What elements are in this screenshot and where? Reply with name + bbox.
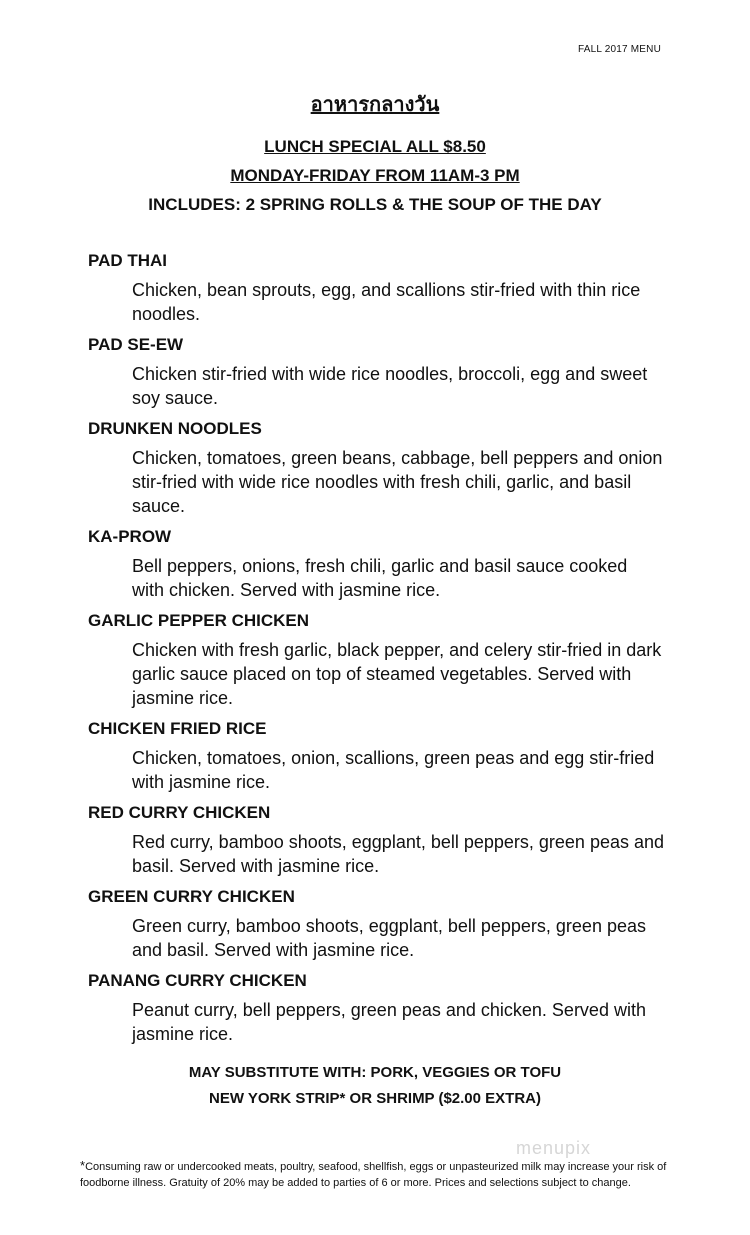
menu-item xyxy=(88,968,668,1046)
menu-item-name: KA-PROW xyxy=(88,527,172,546)
lunch-special-price: LUNCH SPECIAL ALL $8.50 xyxy=(264,137,486,156)
season-label: FALL 2017 MENU xyxy=(577,44,661,55)
menu-item xyxy=(88,800,668,878)
menu-item-name: RED CURRY CHICKEN xyxy=(88,803,271,822)
menu-item xyxy=(88,332,668,410)
menu-item-description: Chicken, tomatoes, onion, scallions, green peas and egg stir-fried with jasmine rice. xyxy=(132,748,655,792)
footnote xyxy=(80,1158,680,1191)
thai-title: อาหารกลางวัน xyxy=(310,94,440,116)
menu-item-name: GREEN CURRY CHICKEN xyxy=(88,887,295,906)
menu-item-name: PAD SE-EW xyxy=(88,335,184,354)
menu-header xyxy=(0,92,750,219)
menu-item-description: Chicken, bean sprouts, egg, and scallions stir-fried with thin rice noodles. xyxy=(132,280,641,324)
menu-item-description: Chicken, tomatoes, green beans, cabbage, bell peppers and onion stir-fried with wide rice noodles with fresh chili, garlic, and basil sauce. xyxy=(132,448,663,516)
substitution-line-2: NEW YORK STRIP* OR SHRIMP ($2.00 EXTRA) xyxy=(208,1090,541,1107)
menu-item-description: Chicken stir-fried with wide rice noodles, broccoli, egg and sweet soy sauce. xyxy=(132,364,648,408)
menu-item-description: Red curry, bamboo shoots, eggplant, bell peppers, green peas and basil. Served with jasmine rice. xyxy=(132,832,665,876)
menu-item xyxy=(88,884,668,962)
menu-item xyxy=(88,248,668,326)
lunch-hours: MONDAY-FRIDAY FROM 11AM-3 PM xyxy=(230,166,520,185)
watermark: menupix xyxy=(516,1138,592,1158)
menu-item-name: DRUNKEN NOODLES xyxy=(88,419,262,438)
lunch-includes: INCLUDES: 2 SPRING ROLLS & THE SOUP OF THE DAY xyxy=(148,195,602,214)
menu-item-description: Bell peppers, onions, fresh chili, garlic and basil sauce cooked with chicken. Served with jasmine rice. xyxy=(132,556,628,600)
menu-item-name: GARLIC PEPPER CHICKEN xyxy=(88,611,310,630)
footnote-text: Consuming raw or undercooked meats, poultry, seafood, shellfish, eggs or unpasteurized milk may increase your risk of foodborne illness. Gratuity of 20% may be added to parties of 6 or more. Prices and selections subject to change. xyxy=(80,1161,667,1189)
menu-item-description: Green curry, bamboo shoots, eggplant, bell peppers, green peas and basil. Served with jasmine rice. xyxy=(132,916,646,960)
substitution-line-1: MAY SUBSTITUTE WITH: PORK, VEGGIES OR TOFU xyxy=(188,1064,562,1081)
menu-list xyxy=(88,248,668,1052)
menu-item-name: PAD THAI xyxy=(88,251,168,270)
menu-item-description: Peanut curry, bell peppers, green peas and chicken. Served with jasmine rice. xyxy=(132,1000,646,1044)
menu-item xyxy=(88,524,668,602)
menu-item-name: CHICKEN FRIED RICE xyxy=(88,719,267,738)
menu-item xyxy=(88,416,668,518)
menu-item-description: Chicken with fresh garlic, black pepper, and celery stir-fried in dark garlic sauce placed on top of steamed vegetables. Served with jasmine rice. xyxy=(132,640,662,708)
substitution-note xyxy=(0,1060,750,1112)
menu-item-name: PANANG CURRY CHICKEN xyxy=(88,971,307,990)
footnote-star: * xyxy=(80,1158,86,1173)
menu-item xyxy=(88,716,668,794)
menu-item xyxy=(88,608,668,710)
